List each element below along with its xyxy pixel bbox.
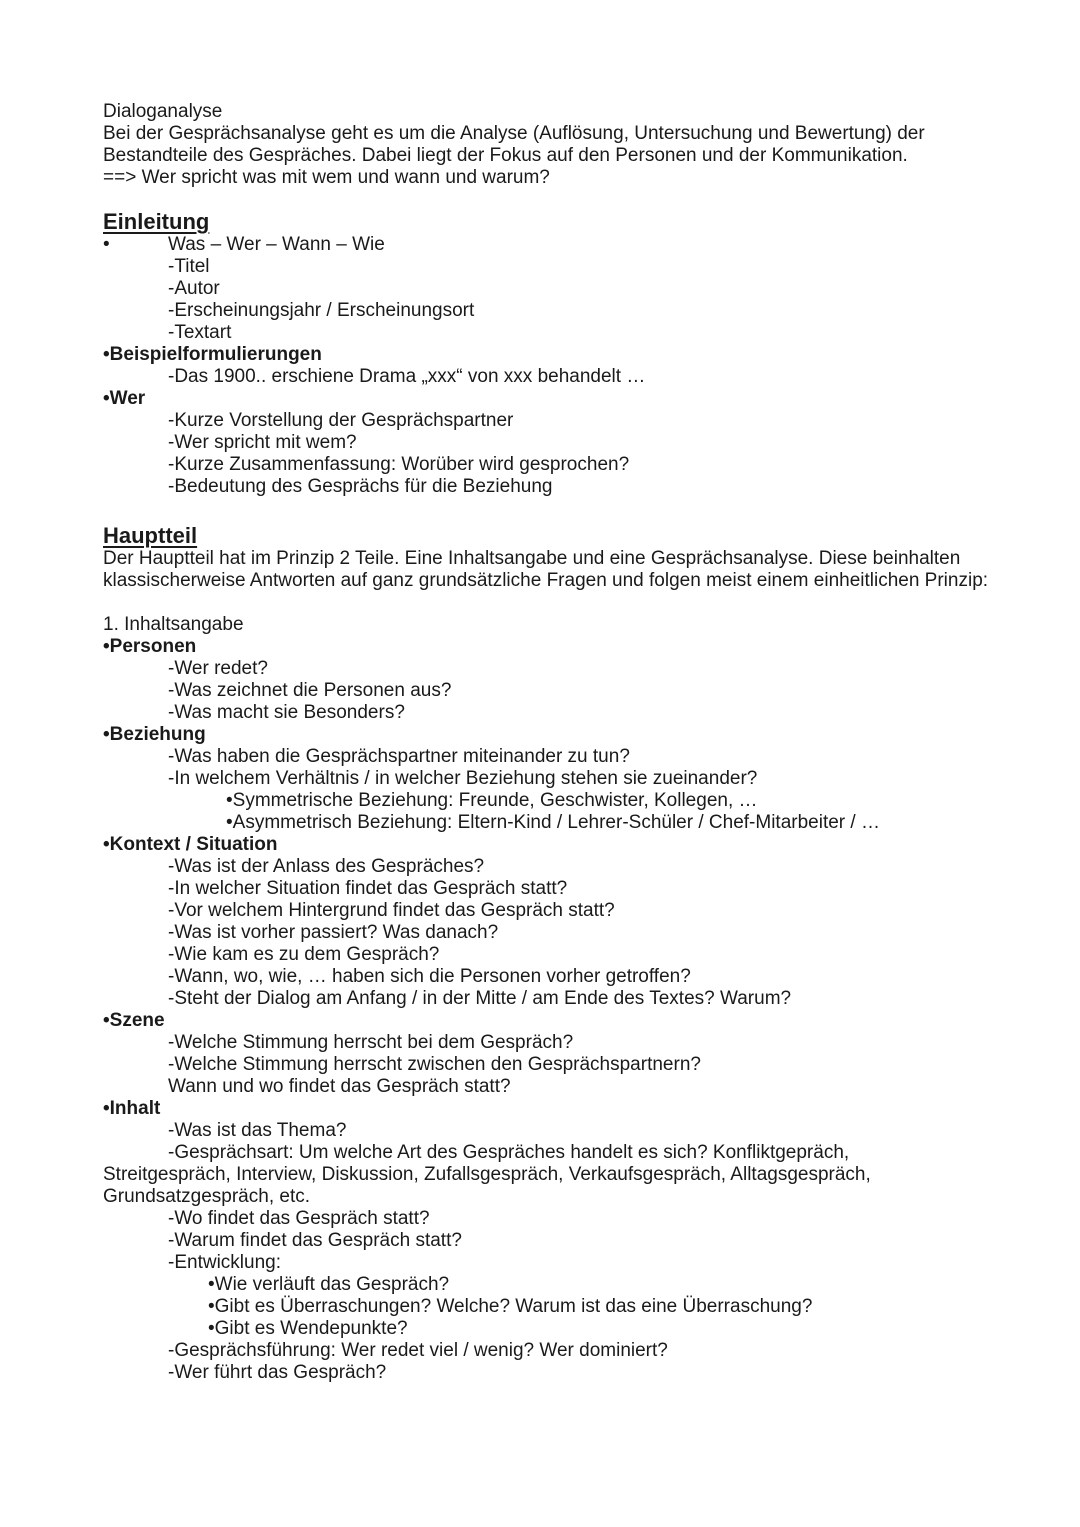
inhalt-item: -Entwicklung: (168, 1252, 281, 1273)
inhaltsangabe-label: 1. Inhaltsangabe (103, 614, 244, 635)
hauptteil-paragraph: Der Hauptteil hat im Prinzip 2 Teile. Eine Inhaltsangabe und eine Gesprächsanalyse. Diese beinhalten klassischerweise Antworten auf ganz grundsätzliche Fragen und folgen meist einem einheitlichen Prinzip: (103, 548, 989, 591)
kontext-item: -Was ist vorher passiert? Was danach? (168, 922, 499, 943)
beispiel-item: -Das 1900.. erschiene Drama „xxx“ von xxx behandelt … (168, 366, 646, 387)
kontext-item: -Wie kam es zu dem Gespräch? (168, 944, 440, 965)
wer-item: -Kurze Zusammenfassung: Worüber wird gesprochen? (168, 454, 630, 475)
beziehung-label: •Beziehung (103, 724, 206, 745)
beispiel-label: •Beispielformulierungen (103, 344, 322, 365)
document-title: Dialoganalyse (103, 101, 223, 122)
wer-item: -Kurze Vorstellung der Gesprächspartner (168, 410, 514, 431)
bullet-icon: • (103, 234, 110, 255)
personen-item: -Wer redet? (168, 658, 268, 679)
inhalt-item: -Gesprächsführung: Wer redet viel / wenig? Wer dominiert? (168, 1340, 668, 1361)
beziehung-sub-item: •Symmetrische Beziehung: Freunde, Geschwister, Kollegen, … (226, 790, 758, 811)
entwicklung-sub-item: •Wie verläuft das Gespräch? (208, 1274, 450, 1295)
kontext-label: •Kontext / Situation (103, 834, 278, 855)
inhalt-gespraechsart-line: Grundsatzgespräch, etc. (103, 1186, 310, 1207)
personen-label: •Personen (103, 636, 197, 657)
kontext-item: -Vor welchem Hintergrund findet das Gespräch statt? (168, 900, 615, 921)
inhalt-label: •Inhalt (103, 1098, 161, 1119)
kontext-item: -In welcher Situation findet das Gespräch statt? (168, 878, 568, 899)
inhalt-item: -Wo findet das Gespräch statt? (168, 1208, 430, 1229)
entwicklung-sub-item: •Gibt es Wendepunkte? (208, 1318, 408, 1339)
einleitung-item-textart: -Textart (168, 322, 232, 343)
inhalt-item: -Wer führt das Gespräch? (168, 1362, 387, 1383)
einleitung-heading: Einleitung (103, 209, 210, 234)
einleitung-first-row (103, 234, 1003, 256)
einleitung-item-erscheinung: -Erscheinungsjahr / Erscheinungsort (168, 300, 475, 321)
entwicklung-sub-item: •Gibt es Überraschungen? Welche? Warum ist das eine Überraschung? (208, 1296, 813, 1317)
szene-label: •Szene (103, 1010, 165, 1031)
kontext-item: -Wann, wo, wie, … haben sich die Personen vorher getroffen? (168, 966, 691, 987)
kontext-item: -Steht der Dialog am Anfang / in der Mitte / am Ende des Textes? Warum? (168, 988, 792, 1009)
document-page (103, 101, 1003, 1384)
inhalt-gespraechsart-line: Streitgespräch, Interview, Diskussion, Zufallsgespräch, Verkaufsgespräch, Alltagsgespräch, (103, 1164, 871, 1185)
personen-item: -Was zeichnet die Personen aus? (168, 680, 452, 701)
szene-item: -Welche Stimmung herrscht bei dem Gespräch? (168, 1032, 574, 1053)
inhalt-gespraechsart-line: -Gesprächsart: Um welche Art des Gespräches handelt es sich? Konfliktgepräch, (168, 1142, 850, 1163)
einleitung-item-autor: -Autor (168, 278, 220, 299)
intro-question: ==> Wer spricht was mit wem und wann und warum? (103, 167, 550, 188)
beziehung-item: -Was haben die Gesprächspartner miteinander zu tun? (168, 746, 630, 767)
szene-item: -Welche Stimmung herrscht zwischen den Gesprächspartnern? (168, 1054, 701, 1075)
beziehung-item: -In welchem Verhältnis / in welcher Beziehung stehen sie zueinander? (168, 768, 758, 789)
inhalt-item: -Was ist das Thema? (168, 1120, 347, 1141)
kontext-item: -Was ist der Anlass des Gespräches? (168, 856, 485, 877)
einleitung-first-item: Was – Wer – Wann – Wie (168, 234, 385, 255)
intro-paragraph: Bei der Gesprächsanalyse geht es um die Analyse (Auflösung, Untersuchung und Bewertung) der Bestandteile des Gespräches. Dabei liegt der Fokus auf den Personen und der Kommunikation. (103, 123, 925, 166)
personen-item: -Was macht sie Besonders? (168, 702, 405, 723)
einleitung-item-titel: -Titel (168, 256, 210, 277)
wer-item: -Bedeutung des Gesprächs für die Beziehung (168, 476, 553, 497)
szene-item: Wann und wo findet das Gespräch statt? (168, 1076, 511, 1097)
wer-item: -Wer spricht mit wem? (168, 432, 357, 453)
beziehung-sub-item: •Asymmetrisch Beziehung: Eltern-Kind / Lehrer-Schüler / Chef-Mitarbeiter / … (226, 812, 880, 833)
spacer (103, 592, 1003, 614)
hauptteil-heading: Hauptteil (103, 523, 198, 548)
inhalt-item: -Warum findet das Gespräch statt? (168, 1230, 462, 1251)
wer-label: •Wer (103, 388, 146, 409)
